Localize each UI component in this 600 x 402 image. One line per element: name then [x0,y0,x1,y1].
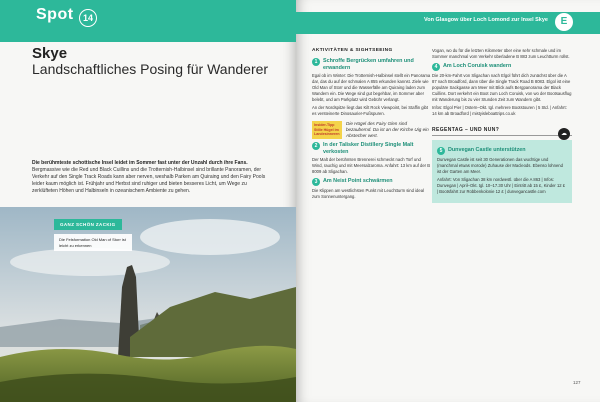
left-page [0,0,296,402]
landscape-photo [0,207,296,402]
spot-label: Spot [36,6,74,23]
item-number-4: 4 [432,63,440,71]
item-text-5: Dunvegan Castle ist seit 30 Generationen das wuchtige und (manchmal etwas morode) Zuhause der Macleods. Ebenso lohnend ist der Garten am Meer. [437,157,563,174]
photo-badge: GANZ SCHÖN ZACKIG [54,219,122,230]
insider-tip [312,121,432,139]
item-number-1: 1 [312,58,320,66]
item-title-3: Am Neist Point schwärmen [323,178,393,185]
column-left [312,48,432,202]
item-info-5: Anfahrt: Von Sligachan 38 km nordwestl. über die A 863 | Infos: Dunvegan | April–Okt. tgl. 10–17.30 Uhr | Eintritt ab 15 £, Kinder 12 £ | Bootsfahrt zur Robbenkolonie 12 £ | dunvegancastle.com [437,177,566,194]
rainy-day-title: REGENTAG – UND NUN? [432,127,500,133]
column-right [432,48,572,203]
route-header-text: Von Glasgow über Loch Lomond zur Insel Skye [424,17,548,23]
item-text-1: Egal ob im Winter: Die Trotternish-Halbinsel stellt ein Panorama dar, das du auf der schmalen A 855 erkunden kannst. Ziele wie Old Man of Storr und die Wasserfälle am Quiraing laden zum Wandern ein. Die Wege sind gut begehbar, im Sommer aber belebt, und am Parkplatz wird Gebühr verlangt. [312,73,431,103]
insider-tip-text: Die Hügel des Fairy Glen sind bezaubernd. Da ist an der Kirche Uig ein Abstecher wert. [346,121,429,139]
column-b-top-text: Vogan, wo du für die letzten Kilometer über eine sehr schmale und im Sommer manchmal vom Verkehr überladene B 883 zum Leuchtturm rollst. [432,48,570,59]
item-title-1: Schroffe Bergrücken umfahren und erwandern [323,58,414,71]
section-title: AKTIVITÄTEN & SIGHTSEEING [312,48,393,53]
rainy-day-divider [432,135,572,136]
item-number-5: 5 [437,147,445,155]
old-man-of-storr-illustration [0,207,296,402]
photo-caption: Die Felsformation Old Man of Storr ist leicht zu erkennen [54,234,132,251]
rain-cloud-icon: ☁ [558,128,570,140]
item-title-2: In der Talisker Distillery Single Malt verkosten [323,142,414,155]
route-letter-badge: E [555,13,573,31]
item-text-3: Die Klippen am westlichsten Punkt mit Leuchtturm sind ideal zum Sonnenuntergang. [312,188,424,200]
item-heading-1 [312,58,432,71]
item-text-4: Die 20-km-Fahrt von Sligachan nach Elgol führt dich zunächst über die A 87 nach Broadford, dann über die Single Track Road B 8083. Elgol ist eine populäre Sackgasse am Meer mit Blick aufs Bergpanorama der Black Cuillins. Dort verkehrt ein Boot zum Loch Coruisk, von wo der Bootsausflug mit Wanderung bis zu vier Stunden Zeit zum Wandern gibt. [432,73,572,102]
rainy-day-box [432,131,572,203]
spot-number-badge: 14 [79,9,97,27]
insider-tip-label: Insider-Tipp Stille Hügel im Landesinneren [312,121,342,139]
item-heading-2 [312,142,432,155]
item-text-1b: An der Nordspitze liegt das Kilt Rock Viewpoint, bei Staffin gibt es versteinerte Dinosaurier-Fußspuren. [312,105,428,117]
right-page [296,0,600,402]
page-subtitle: Landschaftliches Posing für Wanderer [32,61,269,77]
item-number-3: 3 [312,178,320,186]
page-title: Skye [32,45,68,62]
intro-text: Bergmassive wie die Red und Black Cuillins und die Trotternish-Halbinsel sind brillante Panoramen, der Verkehr auf den Single Track Roads kann aber nerven, weshalb Parken am Quiraing und den Fairy Pools leider kaum möglich ist. Frühjahr und Herbst sind ruhiger und bieten besseres Licht, um Wege zu zerklüfteten Höhen und Halbinseln in ozeanischem Ambiente zu gehen. [32,167,266,194]
item-number-2: 2 [312,142,320,150]
page-number: 127 [573,380,581,385]
intro-bold: Die berühmteste schottische Insel leidet im Sommer fast unter der Unzahl durch ihre Fans. [32,160,248,166]
item-heading-4 [432,63,572,71]
intro-paragraph [32,160,272,195]
item-heading-3 [312,178,432,186]
item-title-5: Dunvegan Castle unterstützen [448,147,526,153]
item-info-4: Infos: Elgol Pier | Ostern–Okt. tgl. mehrere Bootstouren | 5 Std. | Anfahrt: 14 km ab Broadford | mistyisleboattrips.co.uk [432,105,567,116]
item-text-2: Der Malt der berühmten Brennerei schmeckt nach Torf und Wind, rauchig und mit Meersalzaroma. Anfahrt: 13 km auf der B 8009 ab Sligachan. [312,157,431,175]
item-title-4: Am Loch Coruisk wandern [443,63,512,69]
item-heading-5 [437,147,567,155]
